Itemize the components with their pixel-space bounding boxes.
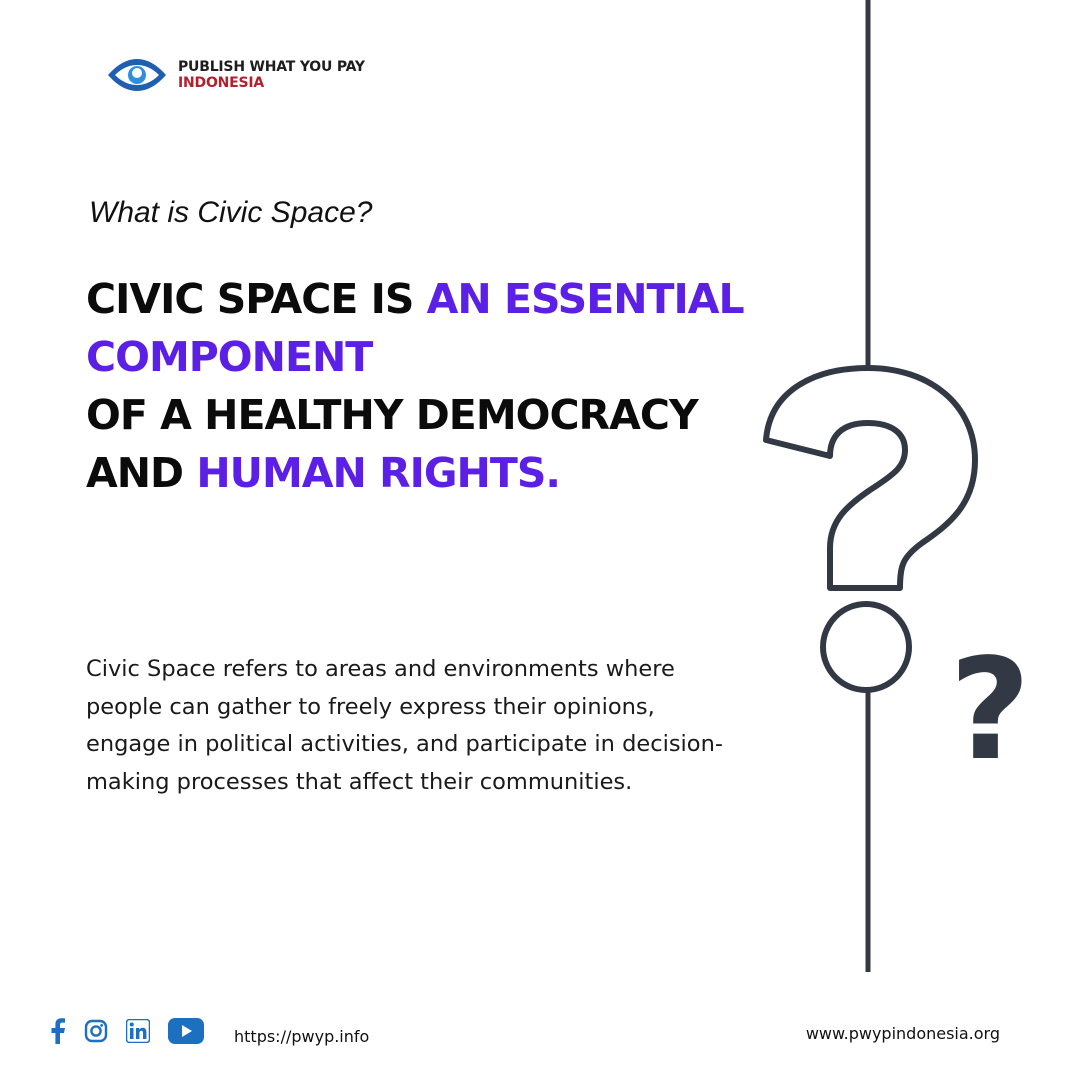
outline-question-dot-icon	[823, 604, 909, 690]
footer	[0, 1018, 1080, 1058]
logo-title: PUBLISH WHAT YOU PAY	[178, 59, 365, 75]
logo-text	[178, 59, 365, 91]
body-paragraph: Civic Space refers to areas and environments where people can gather to freely express their opinions, engage in political activities, and participate in decision-making processes that affect their communities.	[86, 656, 723, 795]
svg-text:?: ?	[949, 629, 1031, 792]
youtube-icon[interactable]	[168, 1018, 204, 1044]
footer-url-link[interactable]: https://pwyp.info	[234, 1027, 370, 1046]
footer-website-link[interactable]: www.pwypindonesia.org	[805, 1024, 1000, 1043]
headline	[86, 270, 806, 502]
eye-logo-icon	[106, 55, 168, 95]
headline-accent: AN ESSENTIAL	[426, 275, 744, 323]
headline-line-2: COMPONENT	[86, 333, 373, 381]
logo-subtitle: INDONESIA	[178, 75, 265, 91]
facebook-icon[interactable]	[50, 1018, 66, 1044]
headline-line-4	[86, 444, 806, 502]
outline-question-mark-icon	[766, 368, 975, 588]
question-mark-illustration	[740, 0, 1080, 1000]
headline-text: AND	[86, 449, 197, 497]
headline-line-3: OF A HEALTHY DEMOCRACY	[86, 391, 698, 439]
instagram-icon[interactable]	[84, 1019, 108, 1043]
headline-text: CIVIC SPACE IS	[86, 275, 427, 323]
linkedin-icon[interactable]	[126, 1019, 150, 1043]
solid-question-mark-icon	[949, 629, 1030, 792]
kicker-question: What is Civic Space?	[89, 196, 373, 229]
logo	[106, 55, 365, 95]
headline-line-1	[86, 270, 806, 328]
headline-accent: HUMAN RIGHTS.	[196, 449, 560, 497]
social-links	[50, 1018, 204, 1044]
